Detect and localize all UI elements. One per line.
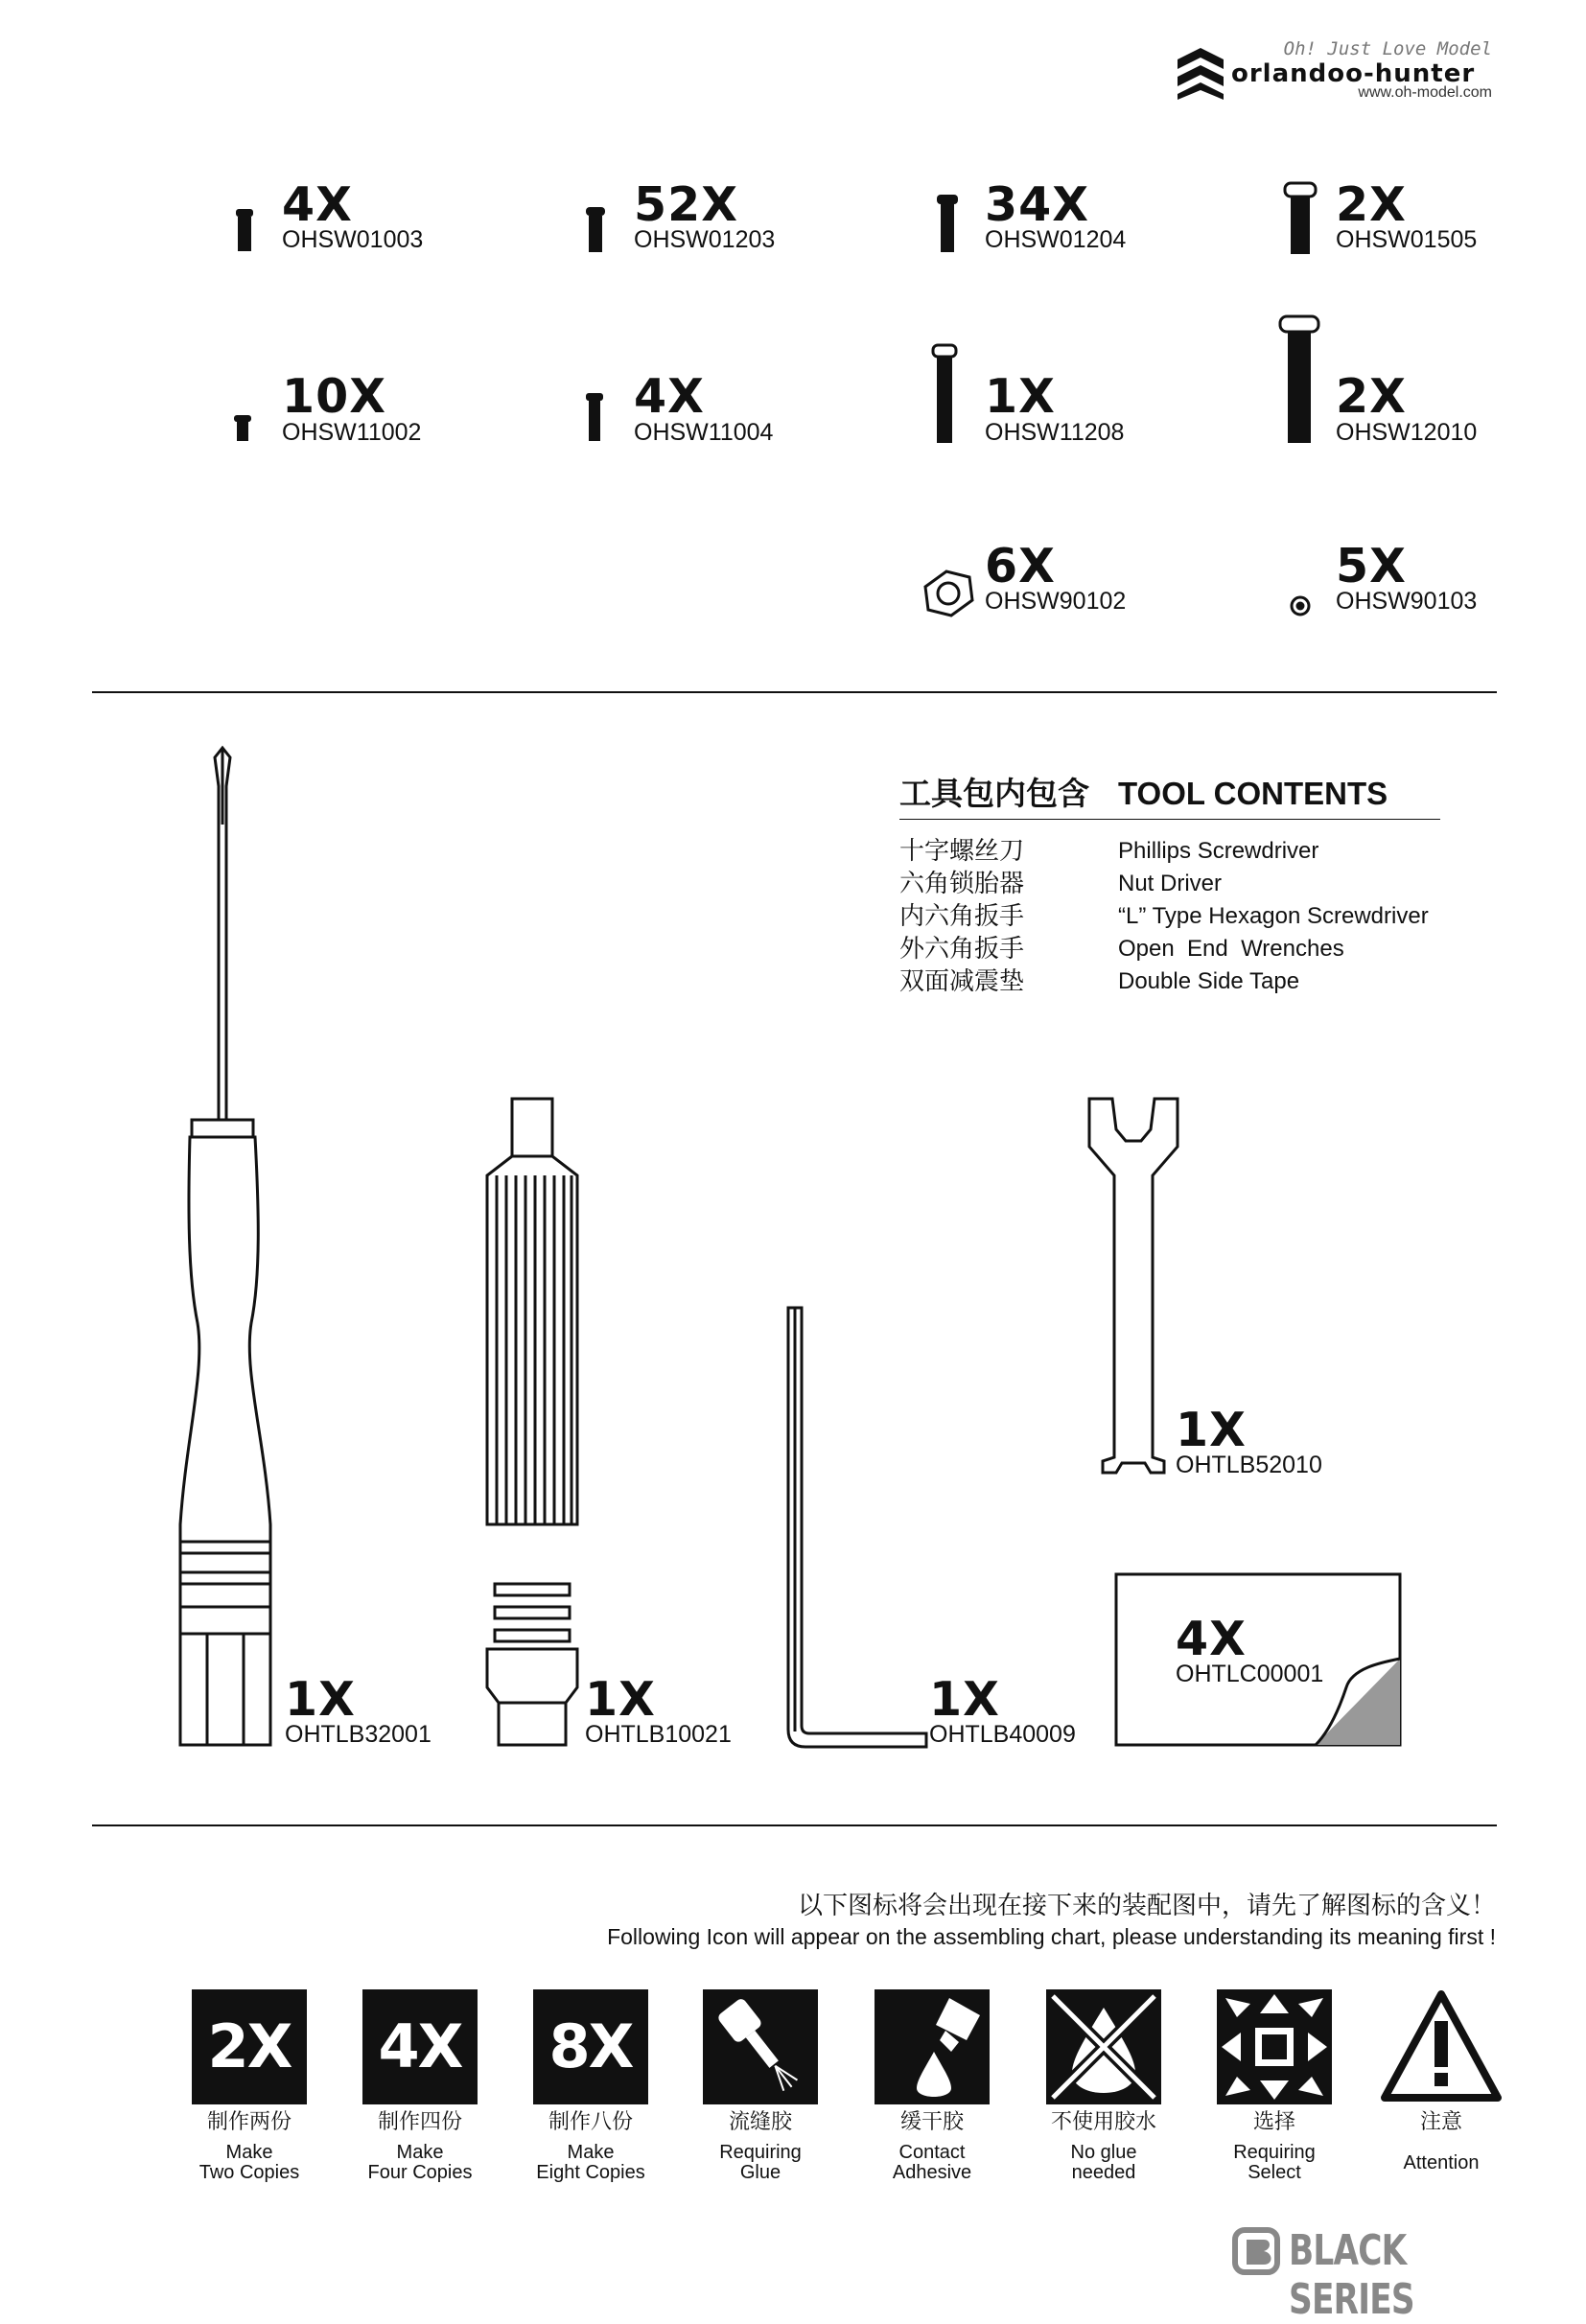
icon-label-en: No glue needed [1070,2142,1137,2183]
nut-ohsw90103-icon [1292,597,1309,615]
screw-code: OHSW11004 [634,419,774,446]
tool-item-en: Open End Wrenches [1118,936,1344,962]
screw-ohsw11002-icon [234,415,251,441]
tool-item-en: Nut Driver [1118,871,1223,896]
tool-contents-title-en: TOOL CONTENTS [1118,776,1388,811]
icon-glyph: 8X [548,2011,633,2081]
tool-item-cn: 六角锁胎器 [899,870,1025,898]
tool-qty: 1X [1176,1403,1247,1457]
icon-label-cn: 制作八份 [548,2110,633,2134]
screw-qty: 2X [1336,369,1407,424]
tool-qty: 4X [1176,1612,1247,1666]
icon-label-en: Attention [1403,2152,1480,2173]
screw-ohsw01204-icon [937,195,958,252]
screw-qty: 34X [985,177,1089,232]
header-brand: orlandoo-hunter [1231,59,1476,88]
screw-ohsw01505-icon [1285,183,1316,254]
nut-code: OHSW90102 [985,588,1127,615]
contact-adhesive-icon [875,1989,990,2104]
tool-code: OHTLB32001 [285,1721,431,1748]
screw-code: OHSW01003 [282,226,424,253]
footer-series: BLACK SERIES [1289,2226,1414,2324]
tool-item-cn: 外六角扳手 [899,935,1025,964]
icon-label-en: Make Two Copies [198,2142,300,2183]
screw-qty: 1X [985,369,1056,424]
screw-code: OHSW01203 [634,226,776,253]
screw-qty: 4X [634,369,705,424]
header-tagline: Oh! Just Love Model [1283,38,1492,59]
screw-ohsw11004-icon [586,393,603,441]
icon-label-cn: 制作两份 [206,2110,292,2134]
screw-qty: 2X [1336,177,1407,232]
screw-ohsw01203-icon [586,207,605,252]
tool-qty: 1X [585,1672,656,1727]
screw-qty: 10X [282,369,386,424]
legend-notice-cn: 以下图标将会出现在接下来的装配图中，请先了解图标的含义！ [797,1892,1496,1920]
tool-qty: 1X [285,1672,356,1727]
tool-qty: 1X [929,1672,1000,1727]
icon-label-cn: 流缝胶 [728,2110,792,2134]
tool-item-en: Phillips Screwdriver [1118,838,1319,864]
requiring-glue-icon [703,1989,818,2104]
tool-contents-underline [899,819,1440,820]
screwdriver-drawing [180,748,270,1745]
black-series-logo-icon [1235,2230,1277,2272]
icon-label-en: Make Eight Copies [536,2142,645,2183]
icon-label-en: Make Four Copies [367,2142,473,2183]
make-eight-copies-icon [533,1989,648,2104]
screw-ohsw01003-icon [236,209,253,251]
icon-label-en: Requiring Select [1233,2142,1316,2183]
no-glue-icon [1046,1989,1161,2104]
tool-code: OHTLB10021 [585,1721,732,1748]
tool-item-en: “L” Type Hexagon Screwdriver [1118,903,1429,929]
nut-qty: 5X [1336,539,1407,593]
section-divider [92,691,1497,693]
legend-notice-en: Following Icon will appear on the assembling chart, please understanding its meaning first ! [607,1924,1496,1949]
screw-ohsw12010-icon [1280,316,1318,443]
icon-label-cn: 制作四份 [377,2110,462,2134]
screw-code: OHSW01505 [1336,226,1478,253]
tool-item-cn: 内六角扳手 [899,902,1025,931]
section-divider [92,1824,1497,1826]
open-end-wrench-drawing [1089,1099,1178,1473]
tool-item-cn: 十字螺丝刀 [899,837,1025,866]
tool-code: OHTLB52010 [1176,1452,1322,1478]
nut-driver-drawing [487,1099,577,1745]
double-side-tape-drawing [1116,1574,1400,1745]
screw-ohsw11208-icon [933,345,956,443]
requiring-select-icon [1217,1989,1332,2104]
make-four-copies-icon [362,1989,478,2104]
icon-label-cn: 注意 [1419,2110,1462,2134]
make-two-copies-icon [192,1989,307,2104]
screw-qty: 52X [634,177,738,232]
screw-code: OHSW11208 [985,419,1125,446]
attention-icon [1385,1994,1498,2098]
icon-label-cn: 选择 [1252,2110,1295,2134]
icon-label-en: Contact Adhesive [892,2142,972,2183]
tool-contents-title-cn: 工具包内包含 [899,775,1089,812]
tool-code: OHTLC00001 [1176,1661,1324,1687]
nut-ohsw90102-icon [925,571,972,616]
screw-qty: 4X [282,177,353,232]
tool-code: OHTLB40009 [929,1721,1076,1748]
screw-code: OHSW11002 [282,419,422,446]
nut-code: OHSW90103 [1336,588,1478,615]
hex-key-drawing [788,1308,926,1747]
icon-glyph: 2X [207,2011,292,2081]
icon-glyph: 4X [378,2011,462,2081]
icon-label-cn: 缓干胶 [899,2110,964,2134]
screw-code: OHSW12010 [1336,419,1478,446]
header-website: www.oh-model.com [1358,84,1492,101]
icon-label-en: Requiring Glue [719,2142,802,2183]
brand-logo-icon [1178,48,1224,100]
nut-qty: 6X [985,539,1056,593]
icon-label-cn: 不使用胶水 [1050,2110,1156,2134]
tool-item-en: Double Side Tape [1118,968,1300,994]
tool-item-cn: 双面减震垫 [899,967,1025,996]
screw-code: OHSW01204 [985,226,1127,253]
